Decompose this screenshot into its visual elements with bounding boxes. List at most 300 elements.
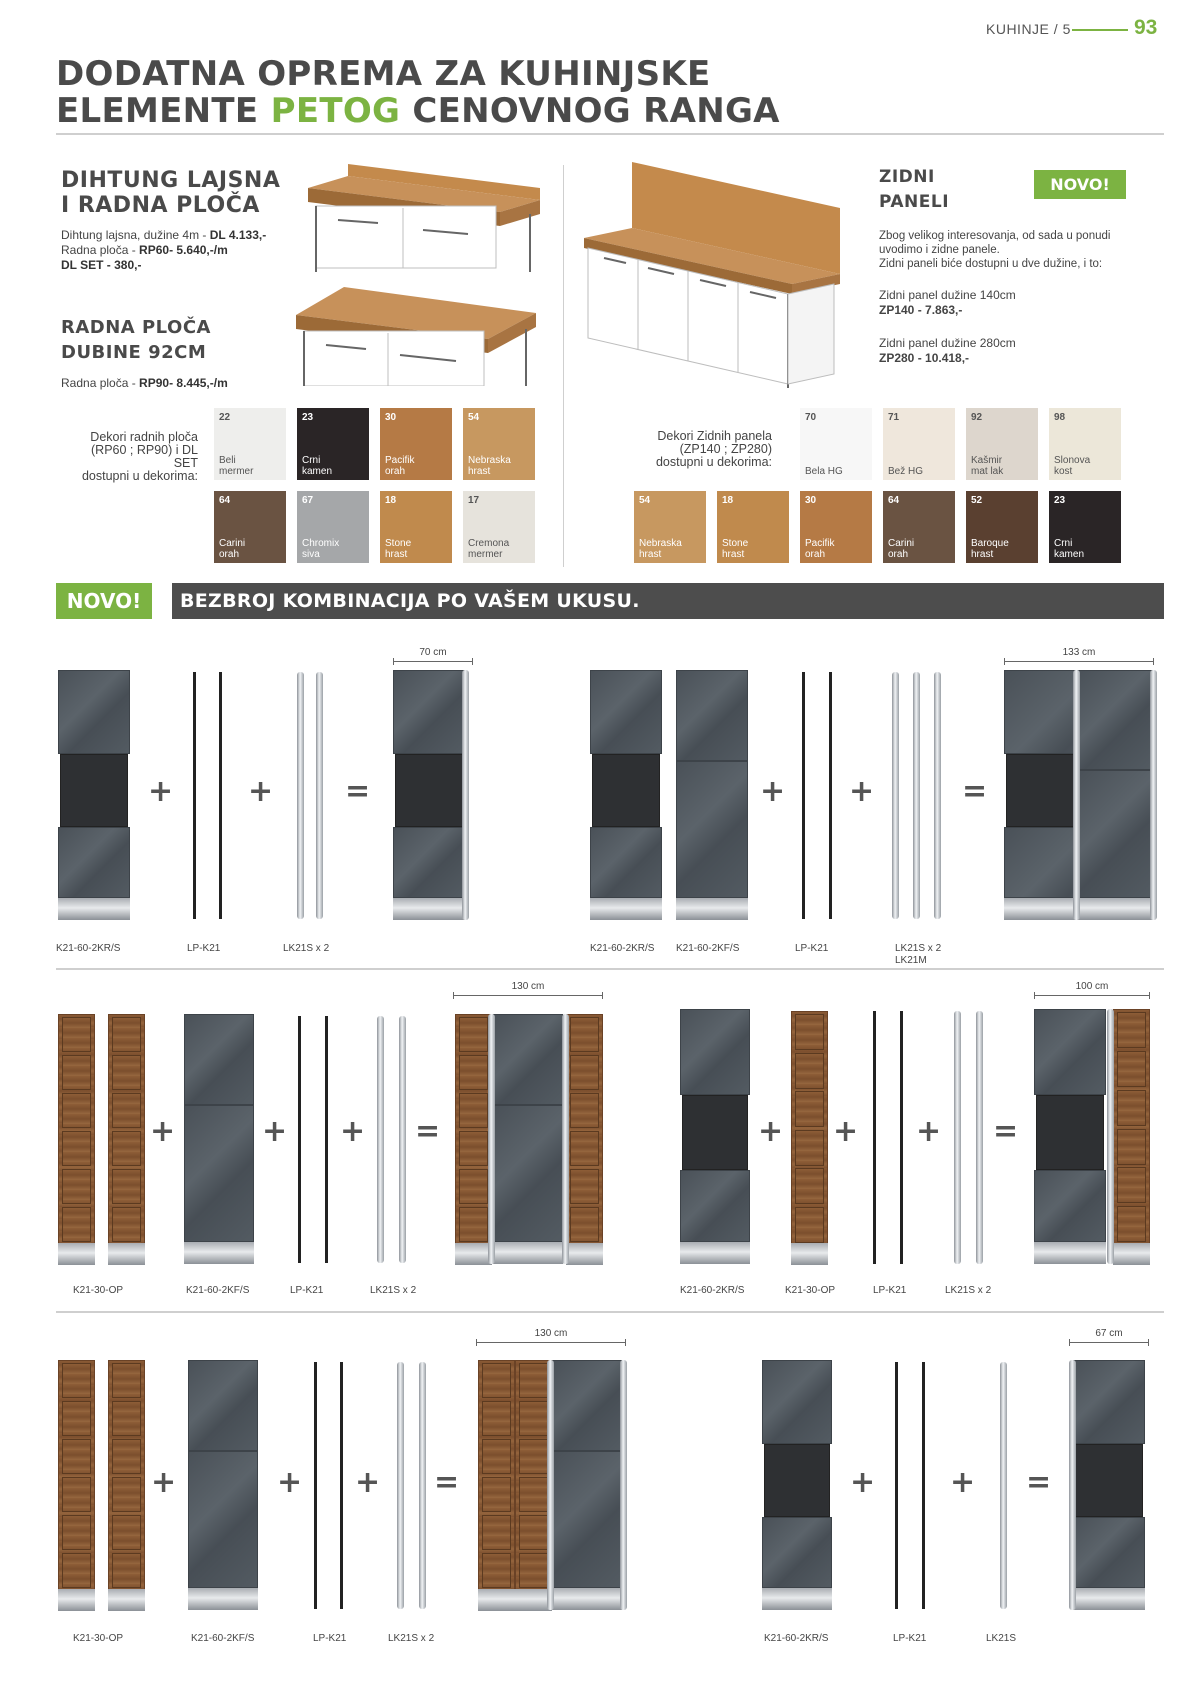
open-shelf-cabinet bbox=[58, 1360, 95, 1610]
tall-cabinet-fridge bbox=[552, 1360, 622, 1610]
plinth bbox=[58, 898, 130, 920]
decor-swatch bbox=[800, 408, 872, 480]
price-line-rp60 bbox=[61, 243, 266, 258]
cabinet-top-door bbox=[1078, 670, 1154, 770]
shelf-compartment bbox=[62, 1131, 91, 1166]
cabinet-bottom-door bbox=[1073, 1517, 1145, 1588]
shelf-compartment bbox=[1117, 1051, 1146, 1087]
chrome-profile bbox=[488, 1014, 495, 1264]
oven-niche bbox=[764, 1444, 830, 1517]
swatch-name bbox=[219, 455, 253, 477]
panel-140-price: ZP140 - 7.863,- bbox=[879, 303, 963, 317]
shelf-compartment bbox=[1117, 1090, 1146, 1126]
heading-dihtung-l1: DIHTUNG LAJSNA bbox=[61, 168, 281, 193]
cabinet-bottom-door bbox=[590, 827, 662, 898]
cabinet-top-door bbox=[680, 1009, 750, 1095]
swatch-code: 54 bbox=[639, 495, 651, 506]
price-line-rp60-text: Radna ploča - bbox=[61, 243, 140, 257]
part-code-label: LP-K21 bbox=[187, 943, 221, 954]
tall-cabinet-oven bbox=[590, 670, 662, 920]
shelf-compartment bbox=[570, 1169, 599, 1204]
panel-280-text: Zidni panel dužine 280cm bbox=[879, 336, 1016, 350]
part-code-label: K21-60-2KR/S bbox=[56, 943, 121, 954]
shelf-compartment bbox=[459, 1207, 488, 1242]
open-shelf-cabinet bbox=[791, 1011, 828, 1264]
part-code-label: LK21S bbox=[986, 1633, 1017, 1644]
swatch-code: 30 bbox=[385, 412, 397, 423]
left-decor-l2: (RP60 ; RP90) i DL SET bbox=[91, 443, 198, 470]
tall-cabinet-oven bbox=[1034, 1009, 1106, 1264]
tall-cabinet-oven bbox=[762, 1360, 832, 1610]
side-panel-strip bbox=[895, 1362, 898, 1609]
shelf-compartment bbox=[482, 1477, 511, 1512]
plus-sign: + bbox=[950, 1465, 976, 1500]
swatch-name-line-2: kost bbox=[1054, 466, 1073, 477]
shelf-compartment bbox=[62, 1363, 91, 1398]
heading-radna-l2: DUBINE 92CM bbox=[61, 342, 207, 363]
swatch-name bbox=[302, 538, 339, 560]
shelf-compartment bbox=[459, 1017, 488, 1052]
plinth bbox=[1034, 1242, 1106, 1264]
chrome-profile bbox=[976, 1011, 983, 1264]
swatch-name bbox=[219, 538, 245, 560]
shelf-compartment bbox=[459, 1055, 488, 1090]
swatch-name bbox=[302, 455, 332, 477]
cabinet-top-door bbox=[590, 670, 662, 754]
decor-swatch bbox=[380, 408, 452, 480]
chrome-profile bbox=[397, 1362, 404, 1609]
right-decor-label bbox=[640, 430, 772, 469]
swatch-name-line-2: Bež HG bbox=[888, 466, 924, 477]
dimension-label: 130 cm bbox=[511, 981, 545, 992]
countertop-92-illustration bbox=[296, 283, 538, 386]
chrome-profile bbox=[620, 1360, 627, 1610]
price-line-dlset bbox=[61, 258, 266, 273]
plinth bbox=[58, 1589, 95, 1611]
side-panel-strip bbox=[802, 672, 805, 919]
plinth bbox=[566, 1243, 603, 1265]
cabinet-top-door bbox=[393, 670, 465, 754]
cabinet-top-door bbox=[552, 1360, 622, 1451]
part-code-label: K21-60-2KF/S bbox=[186, 1285, 250, 1296]
cabinet-bottom-door bbox=[676, 761, 748, 898]
plinth bbox=[1078, 898, 1154, 920]
tall-cabinet-fridge bbox=[188, 1360, 258, 1610]
open-shelf-cabinet bbox=[1113, 1009, 1150, 1264]
plinth bbox=[676, 898, 748, 920]
title-line-2-post: CENOVNOG RANGA bbox=[400, 91, 780, 131]
cabinet-bottom-door bbox=[1078, 770, 1154, 898]
chrome-profile bbox=[462, 670, 469, 920]
plus-sign: + bbox=[850, 1465, 876, 1500]
decor-swatch bbox=[1049, 408, 1121, 480]
plus-sign: + bbox=[849, 774, 875, 809]
page-number: 93 bbox=[1134, 16, 1158, 39]
shelf-compartment bbox=[112, 1017, 141, 1052]
plinth bbox=[590, 898, 662, 920]
swatch-code: 54 bbox=[468, 412, 480, 423]
plus-sign: + bbox=[277, 1465, 303, 1500]
swatch-name-line-1: Carini bbox=[888, 538, 915, 549]
swatch-name bbox=[468, 538, 509, 560]
chrome-profile bbox=[297, 672, 304, 919]
plinth bbox=[791, 1243, 828, 1265]
panels-intro bbox=[879, 229, 1110, 271]
heading-dihtung bbox=[61, 168, 280, 218]
swatch-name-line-1: Beli bbox=[219, 455, 236, 466]
part-code-label: LK21S x 2 bbox=[945, 1285, 992, 1296]
swatch-name-line-1: Nebraska bbox=[468, 455, 511, 466]
swatch-name-line-1: Kašmir bbox=[971, 455, 1003, 466]
plus-sign: + bbox=[833, 1114, 859, 1149]
swatch-name bbox=[385, 455, 414, 477]
heading-radna-ploca bbox=[61, 315, 211, 365]
decor-swatch bbox=[463, 408, 535, 480]
dimension-label: 70 cm bbox=[419, 647, 447, 658]
shelf-compartment bbox=[112, 1131, 141, 1166]
part-code-label: LP-K21 bbox=[795, 943, 829, 954]
swatch-name bbox=[1054, 538, 1084, 560]
rp90-text: Radna ploča - bbox=[61, 376, 140, 390]
plus-sign: + bbox=[262, 1114, 288, 1149]
swatch-code: 17 bbox=[468, 495, 480, 506]
novo-badge-panels: NOVO! bbox=[1034, 170, 1126, 199]
row-divider-1 bbox=[56, 968, 1164, 970]
decor-swatch bbox=[463, 491, 535, 563]
wall-panel-illustration bbox=[584, 162, 844, 390]
shelf-compartment bbox=[570, 1093, 599, 1128]
chrome-profile bbox=[892, 672, 899, 919]
chrome-profile bbox=[399, 1016, 406, 1263]
tall-cabinet-fridge bbox=[676, 670, 748, 920]
shelf-compartment bbox=[1117, 1129, 1146, 1165]
swatch-name bbox=[971, 538, 1009, 560]
title-divider bbox=[56, 133, 1164, 135]
cabinet-top-door bbox=[58, 670, 130, 754]
dimension-label: 133 cm bbox=[1062, 647, 1096, 658]
price-rp60: RP60- 5.640,-/m bbox=[139, 243, 228, 257]
shelf-compartment bbox=[519, 1515, 548, 1550]
shelf-compartment bbox=[795, 1130, 824, 1166]
plinth bbox=[1113, 1243, 1150, 1265]
swatch-name-line-1: Stone bbox=[385, 538, 412, 549]
side-panel-strip bbox=[314, 1362, 317, 1609]
decor-swatch bbox=[1049, 491, 1121, 563]
shelf-compartment bbox=[482, 1363, 511, 1398]
part-code-label: LK21S x 2 bbox=[370, 1285, 417, 1296]
plus-sign: + bbox=[758, 1114, 784, 1149]
novo-badge-banner: NOVO! bbox=[56, 583, 152, 619]
shelf-compartment bbox=[459, 1169, 488, 1204]
price-line-dl bbox=[61, 228, 266, 243]
shelf-compartment bbox=[112, 1401, 141, 1436]
open-shelf-cabinet bbox=[108, 1360, 145, 1610]
shelf-compartment bbox=[795, 1207, 824, 1243]
cabinet-bottom-door bbox=[1034, 1170, 1106, 1242]
tall-cabinet-fridge bbox=[184, 1014, 254, 1264]
part-code-label: LP-K21 bbox=[313, 1633, 347, 1644]
shelf-compartment bbox=[62, 1439, 91, 1474]
tall-cabinet-oven bbox=[393, 670, 465, 920]
shelf-compartment bbox=[519, 1553, 548, 1588]
header-accent-line bbox=[1072, 29, 1128, 31]
price-rp90: RP90- 8.445,-/m bbox=[139, 376, 228, 390]
swatch-code: 22 bbox=[219, 412, 231, 423]
price-line-dl-text: Dihtung lajsna, dužine 4m - bbox=[61, 228, 210, 242]
plinth bbox=[493, 1242, 563, 1264]
swatch-name-line-1: Crni bbox=[302, 455, 321, 466]
swatch-name-line-1: Pacifik bbox=[805, 538, 835, 549]
section-label: KUHINJE / 5 bbox=[986, 21, 1071, 37]
shelf-compartment bbox=[570, 1017, 599, 1052]
shelf-compartment bbox=[62, 1055, 91, 1090]
equals-sign: = bbox=[962, 774, 988, 809]
side-panel-strip bbox=[325, 1016, 328, 1263]
swatch-name bbox=[722, 538, 748, 560]
part-code-label: LK21S x 2 bbox=[283, 943, 330, 954]
page-title bbox=[56, 56, 780, 130]
cabinet-bottom-door bbox=[762, 1517, 832, 1588]
chrome-profile bbox=[1073, 670, 1080, 920]
decor-swatch bbox=[297, 408, 369, 480]
plinth bbox=[1073, 1588, 1145, 1610]
chrome-profile bbox=[934, 672, 941, 919]
swatch-name-line-2: Bela HG bbox=[805, 466, 843, 477]
shelf-compartment bbox=[62, 1553, 91, 1588]
swatch-name-line-1: Chromix bbox=[302, 538, 340, 549]
cabinet-top-door bbox=[1073, 1360, 1145, 1444]
cabinet-bottom-door bbox=[493, 1105, 563, 1242]
right-decor-l2: (ZP140 ; ZP280) bbox=[679, 442, 772, 456]
oven-niche bbox=[682, 1095, 748, 1170]
dimension-label: 130 cm bbox=[534, 1328, 568, 1339]
part-code-label: K21-60-2KF/S bbox=[676, 943, 740, 954]
title-line-2-pre: ELEMENTE bbox=[56, 91, 271, 131]
tall-cabinet-oven bbox=[1073, 1360, 1145, 1610]
title-line-1: DODATNA OPREMA ZA KUHINJSKE bbox=[56, 54, 711, 94]
part-code-label: K21-60-2KR/S bbox=[764, 1633, 829, 1644]
decor-swatch bbox=[214, 408, 286, 480]
decor-swatch bbox=[634, 491, 706, 563]
plinth bbox=[58, 1243, 95, 1265]
heading-zidni-l2: PANELI bbox=[879, 192, 950, 212]
shelf-compartment bbox=[112, 1515, 141, 1550]
plinth bbox=[762, 1588, 832, 1610]
shelf-compartment bbox=[112, 1055, 141, 1090]
cabinet-top-door bbox=[676, 670, 748, 761]
swatch-name bbox=[971, 455, 1003, 477]
left-decor-l1: Dekori radnih ploča bbox=[90, 430, 198, 444]
shelf-compartment bbox=[62, 1017, 91, 1052]
plus-sign: + bbox=[760, 774, 786, 809]
swatch-name-line-2: orah bbox=[219, 549, 240, 560]
chrome-profile bbox=[1069, 1360, 1076, 1610]
plinth bbox=[393, 898, 465, 920]
equals-sign: = bbox=[415, 1114, 441, 1149]
swatch-name bbox=[468, 455, 511, 477]
cabinet-top-door bbox=[1034, 1009, 1106, 1095]
side-panel-strip bbox=[193, 672, 196, 919]
swatch-name-line-1: Nebraska bbox=[639, 538, 682, 549]
shelf-compartment bbox=[62, 1093, 91, 1128]
chrome-profile bbox=[419, 1362, 426, 1609]
plus-sign: + bbox=[355, 1465, 381, 1500]
combinations-banner: BEZBROJ KOMBINACIJA PO VAŠEM UKUSU. bbox=[172, 583, 1164, 619]
dimension-label: 100 cm bbox=[1075, 981, 1109, 992]
shelf-compartment bbox=[62, 1169, 91, 1204]
chrome-profile bbox=[913, 672, 920, 919]
title-highlight: PETOG bbox=[270, 91, 401, 131]
swatch-code: 98 bbox=[1054, 412, 1066, 423]
swatch-name-line-2: hrast bbox=[468, 466, 491, 477]
right-decor-l3: dostupni u dekorima: bbox=[655, 455, 772, 469]
title-line-2 bbox=[56, 93, 780, 130]
swatch-code: 23 bbox=[1054, 495, 1066, 506]
chrome-profile bbox=[562, 1014, 569, 1264]
side-panel-strip bbox=[873, 1011, 876, 1264]
shelf-compartment bbox=[112, 1169, 141, 1204]
swatch-name-line-1: Baroque bbox=[971, 538, 1009, 549]
dimension-line bbox=[453, 995, 603, 996]
cabinet-bottom-door bbox=[552, 1451, 622, 1588]
swatch-name bbox=[888, 466, 923, 477]
dihtung-prices bbox=[61, 228, 266, 273]
dimension-line bbox=[1004, 661, 1154, 662]
swatch-name bbox=[805, 466, 843, 477]
part-code-label: LP-K21 bbox=[893, 1633, 927, 1644]
dimension-line bbox=[476, 1342, 626, 1343]
chrome-profile bbox=[547, 1360, 554, 1610]
shelf-compartment bbox=[62, 1477, 91, 1512]
side-panel-strip bbox=[900, 1011, 903, 1264]
decor-swatch bbox=[717, 491, 789, 563]
plinth bbox=[108, 1243, 145, 1265]
cabinet-top-door bbox=[188, 1360, 258, 1451]
shelf-compartment bbox=[519, 1363, 548, 1398]
panel-140-text: Zidni panel dužine 140cm bbox=[879, 288, 1016, 302]
plinth bbox=[188, 1588, 258, 1610]
chrome-profile bbox=[1150, 670, 1157, 920]
part-code-label: K21-60-2KR/S bbox=[680, 1285, 745, 1296]
decor-swatch bbox=[883, 408, 955, 480]
heading-radna-l1: RADNA PLOČA bbox=[61, 317, 211, 338]
part-code-label: K21-60-2KR/S bbox=[590, 943, 655, 954]
shelf-compartment bbox=[112, 1439, 141, 1474]
swatch-name-line-2: orah bbox=[888, 549, 909, 560]
shelf-compartment bbox=[62, 1207, 91, 1242]
shelf-compartment bbox=[112, 1363, 141, 1398]
part-code-label: LK21M bbox=[895, 955, 927, 966]
equals-sign: = bbox=[993, 1114, 1019, 1149]
shelf-compartment bbox=[482, 1515, 511, 1550]
swatch-name-line-2: mermer bbox=[468, 549, 503, 560]
swatch-name-line-2: kamen bbox=[302, 466, 333, 477]
swatch-code: 71 bbox=[888, 412, 900, 423]
shelf-compartment bbox=[482, 1553, 511, 1588]
decor-swatch bbox=[883, 491, 955, 563]
equals-sign: = bbox=[1026, 1465, 1052, 1500]
swatch-name-line-2: hrast bbox=[722, 549, 745, 560]
shelf-compartment bbox=[1117, 1012, 1146, 1048]
swatch-code: 67 bbox=[302, 495, 314, 506]
swatch-name-line-2: siva bbox=[302, 549, 320, 560]
swatch-code: 64 bbox=[219, 495, 231, 506]
shelf-compartment bbox=[112, 1093, 141, 1128]
part-code-label: K21-60-2KF/S bbox=[191, 1633, 255, 1644]
swatch-name-line-1: Carini bbox=[219, 538, 246, 549]
shelf-compartment bbox=[795, 1168, 824, 1204]
panel-280-price: ZP280 - 10.418,- bbox=[879, 351, 970, 365]
side-panel-strip bbox=[219, 672, 222, 919]
equals-sign: = bbox=[345, 774, 371, 809]
heading-dihtung-l2: I RADNA PLOČA bbox=[61, 193, 260, 218]
equals-sign: = bbox=[434, 1465, 460, 1500]
swatch-name-line-2: hrast bbox=[971, 549, 994, 560]
shelf-compartment bbox=[112, 1553, 141, 1588]
swatch-code: 18 bbox=[385, 495, 397, 506]
shelf-compartment bbox=[459, 1093, 488, 1128]
shelf-compartment bbox=[62, 1401, 91, 1436]
side-panel-strip bbox=[922, 1362, 925, 1609]
decor-swatch bbox=[297, 491, 369, 563]
side-panel-strip bbox=[298, 1016, 301, 1263]
price-dl: DL 4.133,- bbox=[209, 228, 267, 242]
cabinet-top-door bbox=[762, 1360, 832, 1444]
shelf-compartment bbox=[482, 1401, 511, 1436]
dimension-line bbox=[393, 661, 473, 662]
row-divider-2 bbox=[56, 1311, 1164, 1313]
decor-swatch bbox=[800, 491, 872, 563]
swatch-name-line-2: orah bbox=[385, 466, 406, 477]
cabinet-bottom-door bbox=[188, 1451, 258, 1588]
plus-sign: + bbox=[916, 1114, 942, 1149]
plinth bbox=[184, 1242, 254, 1264]
tall-cabinet-oven bbox=[680, 1009, 750, 1264]
shelf-compartment bbox=[1117, 1167, 1146, 1203]
chrome-profile bbox=[377, 1016, 384, 1263]
chrome-profile bbox=[1000, 1362, 1007, 1609]
swatch-code: 64 bbox=[888, 495, 900, 506]
swatch-code: 18 bbox=[722, 495, 734, 506]
chrome-profile bbox=[954, 1011, 961, 1264]
countertop-seal-illustration bbox=[308, 160, 548, 272]
swatch-name-line-2: mat lak bbox=[971, 466, 1004, 477]
chrome-profile bbox=[1107, 1009, 1114, 1264]
shelf-compartment bbox=[112, 1207, 141, 1242]
oven-niche bbox=[1075, 1444, 1143, 1517]
part-code-label: LP-K21 bbox=[290, 1285, 324, 1296]
swatch-name bbox=[385, 538, 411, 560]
part-code-label: LK21S x 2 bbox=[388, 1633, 435, 1644]
swatch-name-line-1: Cremona bbox=[468, 538, 510, 549]
swatch-name bbox=[1054, 455, 1090, 477]
panel-140 bbox=[879, 288, 1016, 318]
swatch-name bbox=[805, 538, 834, 560]
swatch-name-line-2: hrast bbox=[385, 549, 408, 560]
price-dlset: DL SET - 380,- bbox=[61, 258, 142, 272]
shelf-compartment bbox=[62, 1515, 91, 1550]
cabinet-bottom-door bbox=[393, 827, 465, 898]
shelf-compartment bbox=[519, 1477, 548, 1512]
shelf-compartment bbox=[482, 1439, 511, 1474]
plus-sign: + bbox=[151, 1465, 177, 1500]
decor-swatch bbox=[214, 491, 286, 563]
swatch-name-line-1: Slonova bbox=[1054, 455, 1091, 466]
shelf-compartment bbox=[570, 1131, 599, 1166]
tall-cabinet-fridge bbox=[493, 1014, 563, 1264]
panels-intro-l1: Zbog velikog interesovanja, od sada u ponudi bbox=[879, 230, 1111, 242]
shelf-compartment bbox=[1117, 1206, 1146, 1242]
